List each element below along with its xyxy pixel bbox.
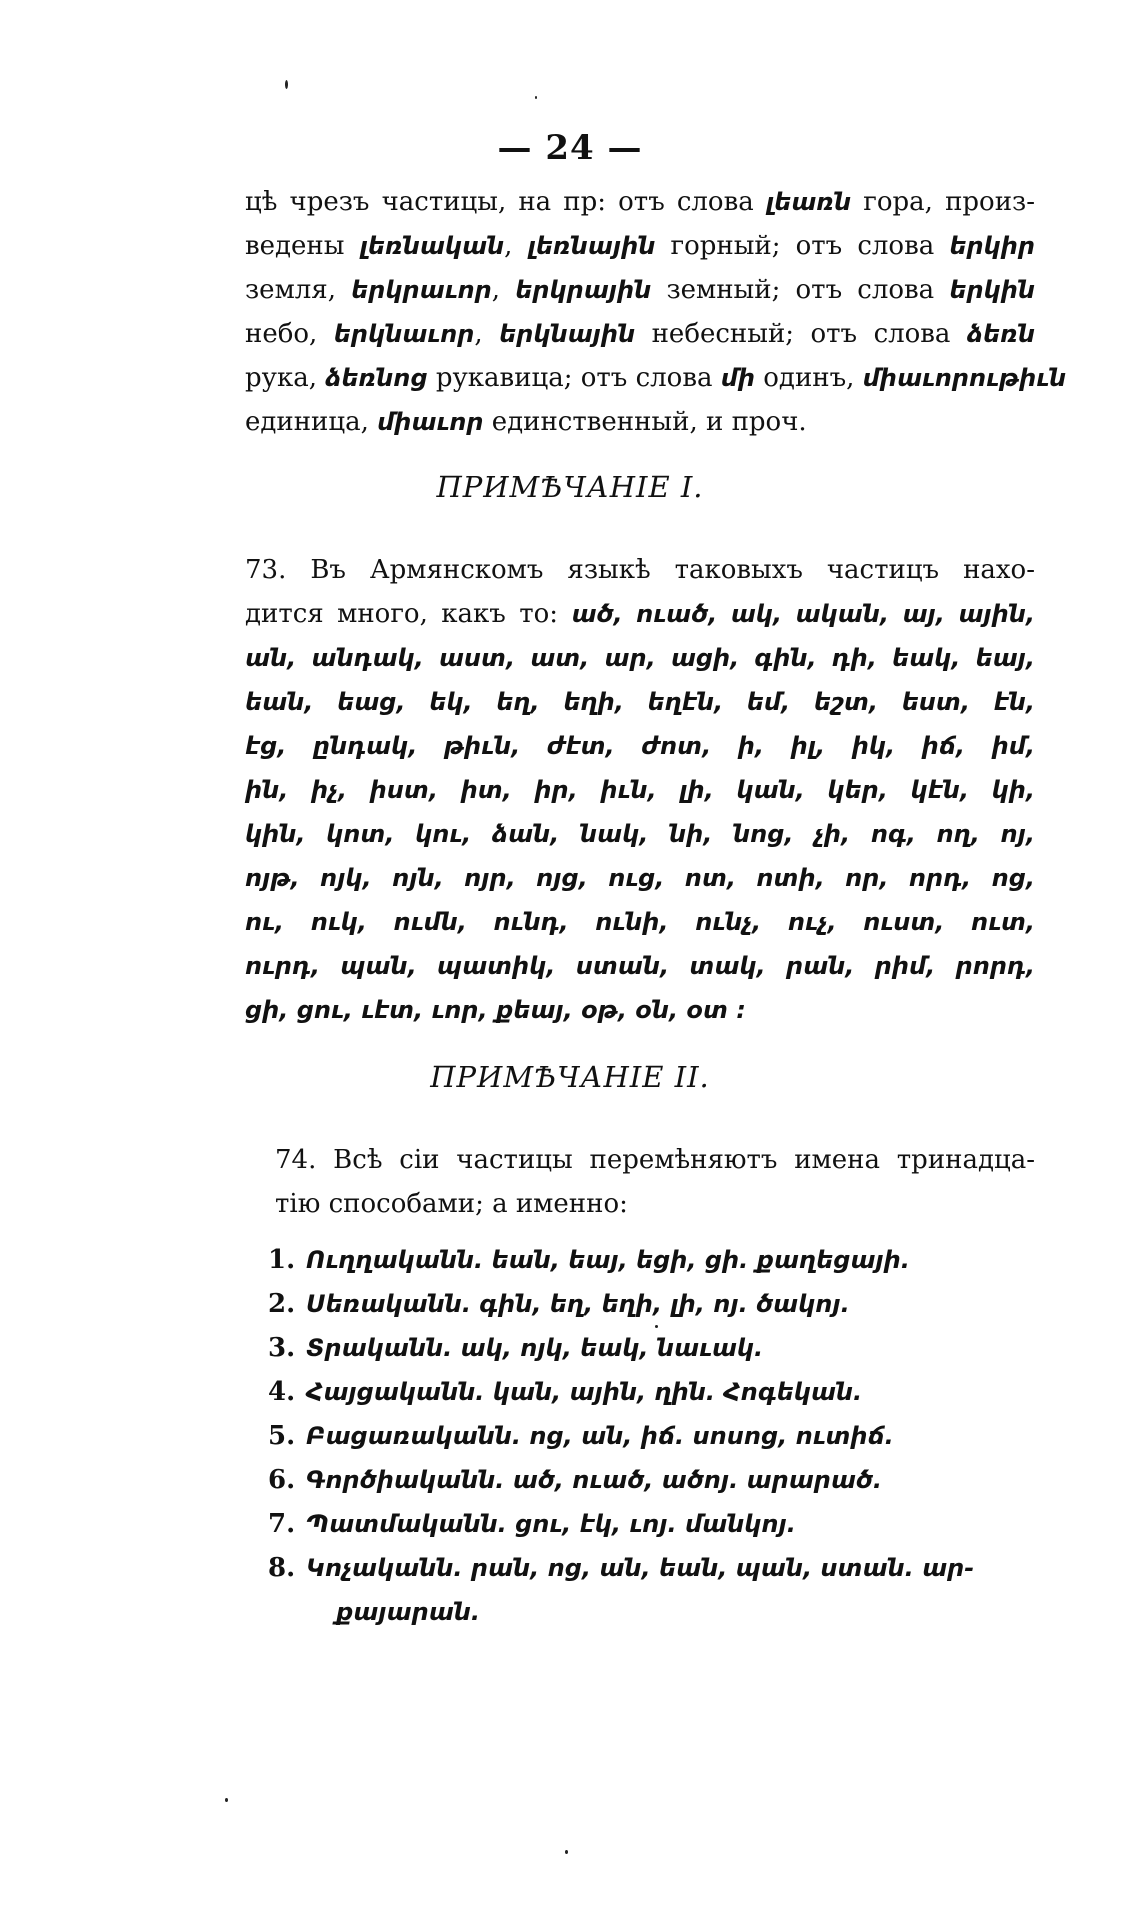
text-line <box>245 988 1035 1032</box>
text-line <box>275 1138 1035 1182</box>
armenian-word: ուրդ, պան, պատիկ, ստան, տակ, րան, րիմ, րորդ, <box>245 952 1035 980</box>
case-number: 2. <box>268 1289 296 1319</box>
text-run: единица, <box>245 407 378 437</box>
heading-note-1: ПРИМѢЧАНІЕ I. <box>436 470 704 504</box>
text-line <box>245 636 1035 680</box>
text-line <box>245 944 1035 988</box>
text-line <box>245 548 1035 592</box>
case-text: Պատմականն. ցու, էկ, ւոյ. մանկոյ. <box>306 1510 796 1538</box>
armenian-word: երկնային <box>499 320 636 348</box>
armenian-word: կին, կոտ, կու, ձան, նակ, նի, նոց, չի, ոգ, ող, ոյ, <box>245 820 1035 848</box>
text-line <box>245 400 1035 444</box>
text-run: единственный, и проч. <box>483 407 807 437</box>
case-list <box>268 1238 1038 1634</box>
text-run: земля, <box>245 275 352 305</box>
text-line <box>245 724 1035 768</box>
text-run: , <box>504 231 528 261</box>
print-speck <box>225 1798 228 1802</box>
armenian-word: ած, ուած, ակ, ական, այ, ային, <box>571 600 1035 628</box>
armenian-word: երկնաւոր <box>333 320 475 348</box>
text-line <box>275 1182 1035 1226</box>
armenian-word: եան, եաց, եկ, եղ, եղի, եղէն, եմ, եշտ, եստ, էն, <box>245 688 1035 716</box>
text-run: небо, <box>245 319 334 349</box>
case-number: 6. <box>268 1465 296 1495</box>
text-line <box>245 224 1035 268</box>
case-number: 1. <box>268 1245 296 1275</box>
case-number: 8. <box>268 1553 296 1583</box>
text-run: небесный; отъ слова <box>635 319 967 349</box>
armenian-word: լեռնային <box>527 232 656 260</box>
case-text: Կոչականն. րան, ոց, ան, եան, պան, ստան. ար- <box>306 1554 975 1582</box>
text-line <box>245 680 1035 724</box>
text-run: дится много, какъ то: <box>245 599 572 629</box>
case-item <box>268 1414 1038 1458</box>
print-speck <box>285 80 288 89</box>
print-speck <box>565 1850 568 1854</box>
text-run: , <box>491 275 516 305</box>
case-item <box>268 1458 1038 1502</box>
armenian-word: լեառն <box>765 188 852 216</box>
armenian-word: երկին <box>949 276 1035 304</box>
case-item <box>268 1370 1038 1414</box>
case-text: Ուղղականն. եան, եայ, եցի, ցի. քաղեցայի. <box>306 1246 910 1274</box>
armenian-word: ձեռնոց <box>325 364 428 392</box>
text-run: горный; отъ слова <box>655 231 950 261</box>
paragraph-73 <box>245 548 1035 1032</box>
text-line <box>245 312 1035 356</box>
text-line <box>245 900 1035 944</box>
text-run: цѣ чрезъ частицы, на пр: отъ слова <box>245 187 766 217</box>
text-line <box>245 268 1035 312</box>
text-run: тію способами; а именно: <box>275 1189 628 1219</box>
case-text: Բացառականն. ոց, ան, իճ. սոսոց, ուտիճ. <box>306 1422 894 1450</box>
text-line <box>245 768 1035 812</box>
armenian-word: ու, ուկ, ումն, ունդ, ունի, ունչ, ուչ, ուստ, ուտ, <box>245 908 1035 936</box>
armenian-word: միաւորութիւն <box>862 364 1067 392</box>
armenian-word: էց, ընդակ, թիւն, ժէտ, ժոտ, ի, իլ, իկ, իճ, իմ, <box>245 732 1035 760</box>
case-number: 3. <box>268 1333 296 1363</box>
text-line <box>245 812 1035 856</box>
text-run: 74. Всѣ сіи частицы перемѣняютъ имена тринадца- <box>275 1145 1035 1175</box>
case-text: Տրականն. ակ, ոյկ, եակ, նաւակ. <box>306 1334 764 1362</box>
armenian-word: երկրաւոր <box>351 276 492 304</box>
case-number: 4. <box>268 1377 296 1407</box>
armenian-word: ին, իչ, իստ, իտ, իր, իւն, լի, կան, կեր, կէն, կի, <box>245 776 1035 804</box>
case-text: Սեռականն. գին, եղ, եղի, լի, ոյ. ծակոյ. <box>306 1290 850 1318</box>
text-line <box>245 856 1035 900</box>
text-run: ведены <box>245 231 360 261</box>
intro-paragraph <box>245 180 1067 444</box>
armenian-word: ցի, ցու, ւէտ, ւոր, քեայ, օթ, օն, օտ ։ <box>245 996 746 1024</box>
heading-note-2: ПРИМѢЧАНІЕ II. <box>430 1060 710 1094</box>
armenian-word: լեռնական <box>359 232 505 260</box>
text-run: одинъ, <box>755 363 863 393</box>
text-run: земный; отъ слова <box>651 275 950 305</box>
armenian-word: մի <box>720 364 756 392</box>
case-item <box>268 1238 1038 1282</box>
text-run: 73. Въ Армянскомъ языкѣ таковыхъ частицъ нахо- <box>245 555 1035 585</box>
paragraph-74 <box>275 1138 1035 1226</box>
armenian-word: ոյթ, ոյկ, ոյն, ոյր, ոյց, ուց, ոտ, ոտի, որ, որդ, ոց, <box>245 864 1035 892</box>
case-item <box>268 1546 1038 1590</box>
case-item <box>268 1326 1038 1370</box>
case-number: 7. <box>268 1509 296 1539</box>
text-run: рука, <box>245 363 326 393</box>
text-run: , <box>474 319 500 349</box>
case-8-continuation: քայարան. <box>336 1598 480 1626</box>
case-item <box>268 1282 1038 1326</box>
text-line <box>245 356 1067 400</box>
armenian-word: միաւոր <box>377 408 484 436</box>
text-run: рукавица; отъ слова <box>427 363 721 393</box>
armenian-word: երկիր <box>949 232 1035 260</box>
case-number: 5. <box>268 1421 296 1451</box>
text-line <box>245 592 1035 636</box>
print-speck <box>535 96 537 99</box>
case-text: Գործիականն. ած, ուած, ածոյ. արարած. <box>306 1466 883 1494</box>
case-text: Հայցականն. կան, ային, ղին. Հոգեկան. <box>306 1378 863 1406</box>
armenian-word: երկրային <box>515 276 652 304</box>
page-number: — 24 — <box>497 128 643 168</box>
armenian-word: ձեռն <box>966 320 1035 348</box>
text-line <box>245 180 1035 224</box>
armenian-word: ան, անդակ, աստ, ատ, ար, ացի, գին, դի, եակ, եայ, <box>245 644 1035 672</box>
text-run: гора, произ- <box>851 187 1035 217</box>
case-item <box>268 1502 1038 1546</box>
